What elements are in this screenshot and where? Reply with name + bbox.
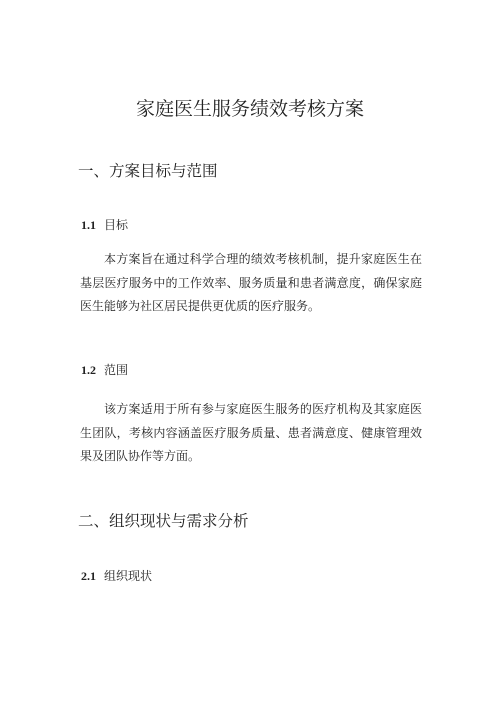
subsection-heading-1-2 xyxy=(81,361,128,379)
subsection-title: 范围 xyxy=(104,363,129,377)
subsection-heading-1-1 xyxy=(81,216,128,234)
section-heading-2: 二、组织现状与需求分析 xyxy=(78,512,249,530)
subsection-number: 2.1 xyxy=(81,569,96,583)
document-title: 家庭医生服务绩效考核方案 xyxy=(135,98,364,120)
subsection-title: 组织现状 xyxy=(104,569,153,583)
subsection-number: 1.2 xyxy=(81,363,96,377)
section-heading-1: 一、方案目标与范围 xyxy=(78,162,218,180)
subsection-number: 1.1 xyxy=(81,218,96,232)
paragraph-scope: 该方案适用于所有参与家庭医生服务的医疗机构及其家庭医生团队，考核内容涵盖医疗服务质量、患者满意度、健康管理效果及团队协作等方面。 xyxy=(80,402,422,463)
paragraph-goal: 本方案旨在通过科学合理的绩效考核机制，提升家庭医生在基层医疗服务中的工作效率、服务质量和患者满意度，确保家庭医生能够为社区居民提供更优质的医疗服务。 xyxy=(80,252,422,313)
subsection-heading-2-1 xyxy=(81,567,152,585)
subsection-title: 目标 xyxy=(104,218,129,232)
